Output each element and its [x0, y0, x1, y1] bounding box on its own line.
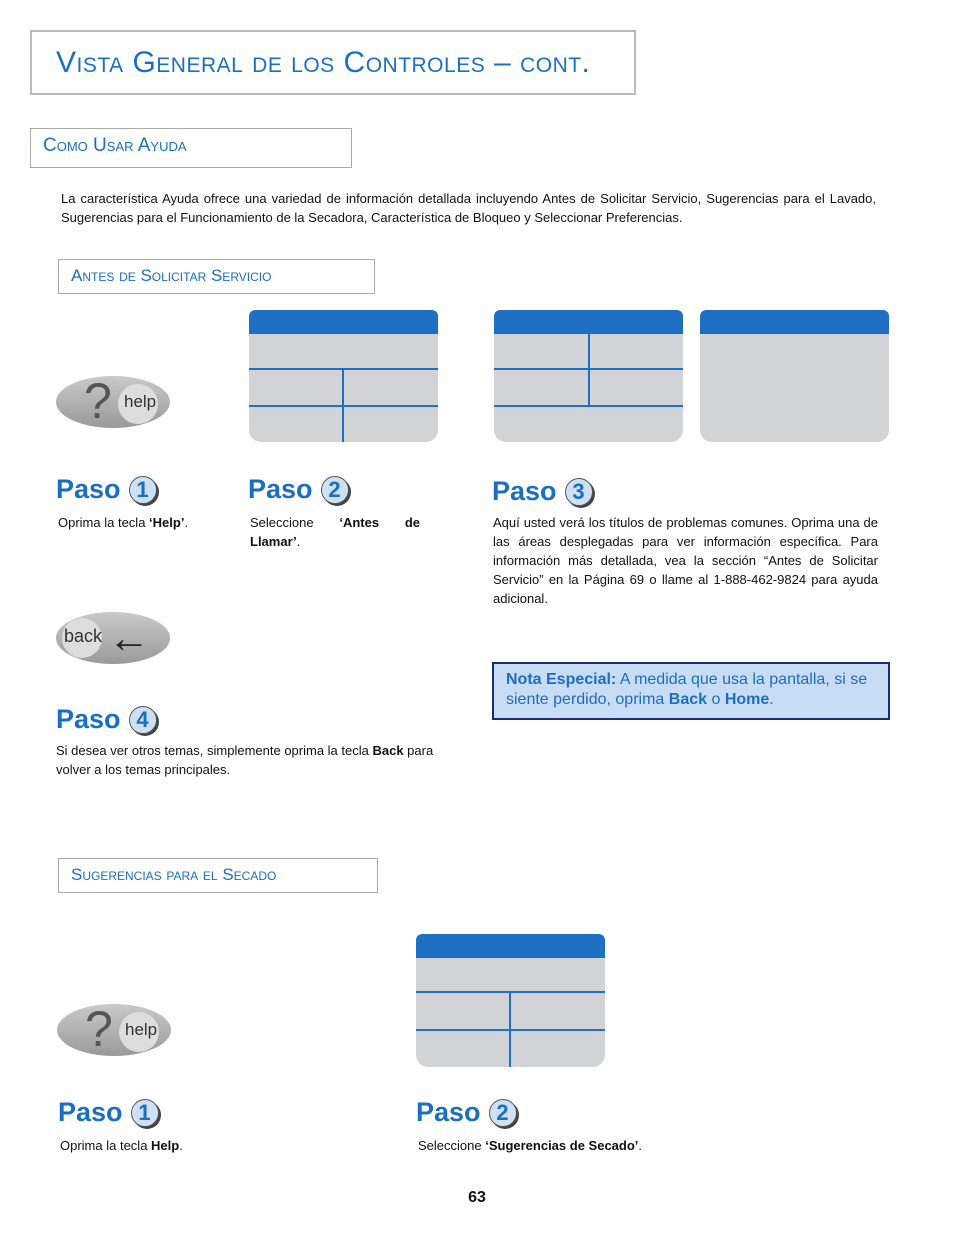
step-number-badge: 3 [565, 478, 593, 506]
screen-header-bar [494, 310, 683, 334]
dry-step-2-heading: Paso 2 [416, 1096, 517, 1128]
screen-illustration [700, 310, 889, 442]
back-key-label: back [64, 626, 103, 646]
section-header-dry [58, 858, 378, 893]
section-title: Antes de Solicitar Servicio [71, 266, 272, 285]
step-3-text: Aquí usted verá los títulos de problemas comunes. Oprima una de las áreas desplegadas para ver información específica. Para información más detallada, vea la sección “Antes de Solicitar Servicio” en la Página 69 o llame al 1-888-462-9824 para ayuda adicional. [493, 515, 878, 606]
screen-header-bar [416, 934, 605, 958]
step-number-badge: 1 [131, 1099, 159, 1127]
help-key-label: help [125, 1020, 158, 1039]
step-2-text: Seleccione ‘Antes de Llamar’. [250, 515, 420, 549]
screen-illustration [416, 934, 605, 1067]
step-1-text: Oprima la tecla ‘Help’. [58, 515, 189, 530]
section-header-help [30, 128, 352, 168]
screen-header-bar [249, 310, 438, 334]
page-title: Vista General de los Controles – cont. [56, 46, 591, 79]
section-title: Sugerencias para el Secado [71, 865, 277, 884]
step-3-heading: Paso 3 [492, 475, 593, 507]
step-number-badge: 2 [321, 476, 349, 504]
special-note-box: Nota Especial: A medida que usa la pantalla, si se siente perdido, oprima Back o Home. [492, 662, 890, 720]
page-number: 63 [468, 1189, 486, 1206]
step-1-heading: Paso 1 [56, 473, 157, 505]
step-number-badge: 4 [129, 706, 157, 734]
dry-step-1-text: Oprima la tecla Help. [60, 1138, 183, 1153]
screen-illustration [494, 310, 683, 442]
arrow-left-icon: ← [108, 614, 150, 661]
step-number-badge: 1 [129, 476, 157, 504]
help-key[interactable] [57, 1001, 171, 1057]
help-key-label: help [124, 392, 157, 411]
intro-paragraph: La característica Ayuda ofrece una variedad de información detallada incluyendo Antes de Solicitar Servicio, Sugerencias para el Lavado, Sugerencias para el Funcionamiento de la Secadora, Característica de Bloqueo y Seleccionar Preferencias. [61, 191, 876, 225]
dry-step-2-text: Seleccione ‘Sugerencias de Secado’. [418, 1138, 643, 1153]
question-mark-icon: ? [84, 373, 112, 429]
help-key[interactable] [56, 373, 170, 429]
back-key[interactable] [56, 612, 170, 664]
step-4-heading: Paso 4 [56, 703, 157, 735]
section-header-service [58, 259, 375, 294]
step-2-heading: Paso 2 [248, 473, 349, 505]
dry-step-1-heading: Paso 1 [58, 1096, 159, 1128]
step-4-text: Si desea ver otros temas, simplemente oprima la tecla Back para volver a los temas principales. [56, 743, 434, 777]
page-title-box [30, 30, 636, 95]
question-mark-icon: ? [85, 1001, 113, 1057]
screen-illustration [249, 310, 438, 442]
screen-header-bar [700, 310, 889, 334]
section-title: Como Usar Ayuda [43, 135, 187, 156]
step-number-badge: 2 [489, 1099, 517, 1127]
